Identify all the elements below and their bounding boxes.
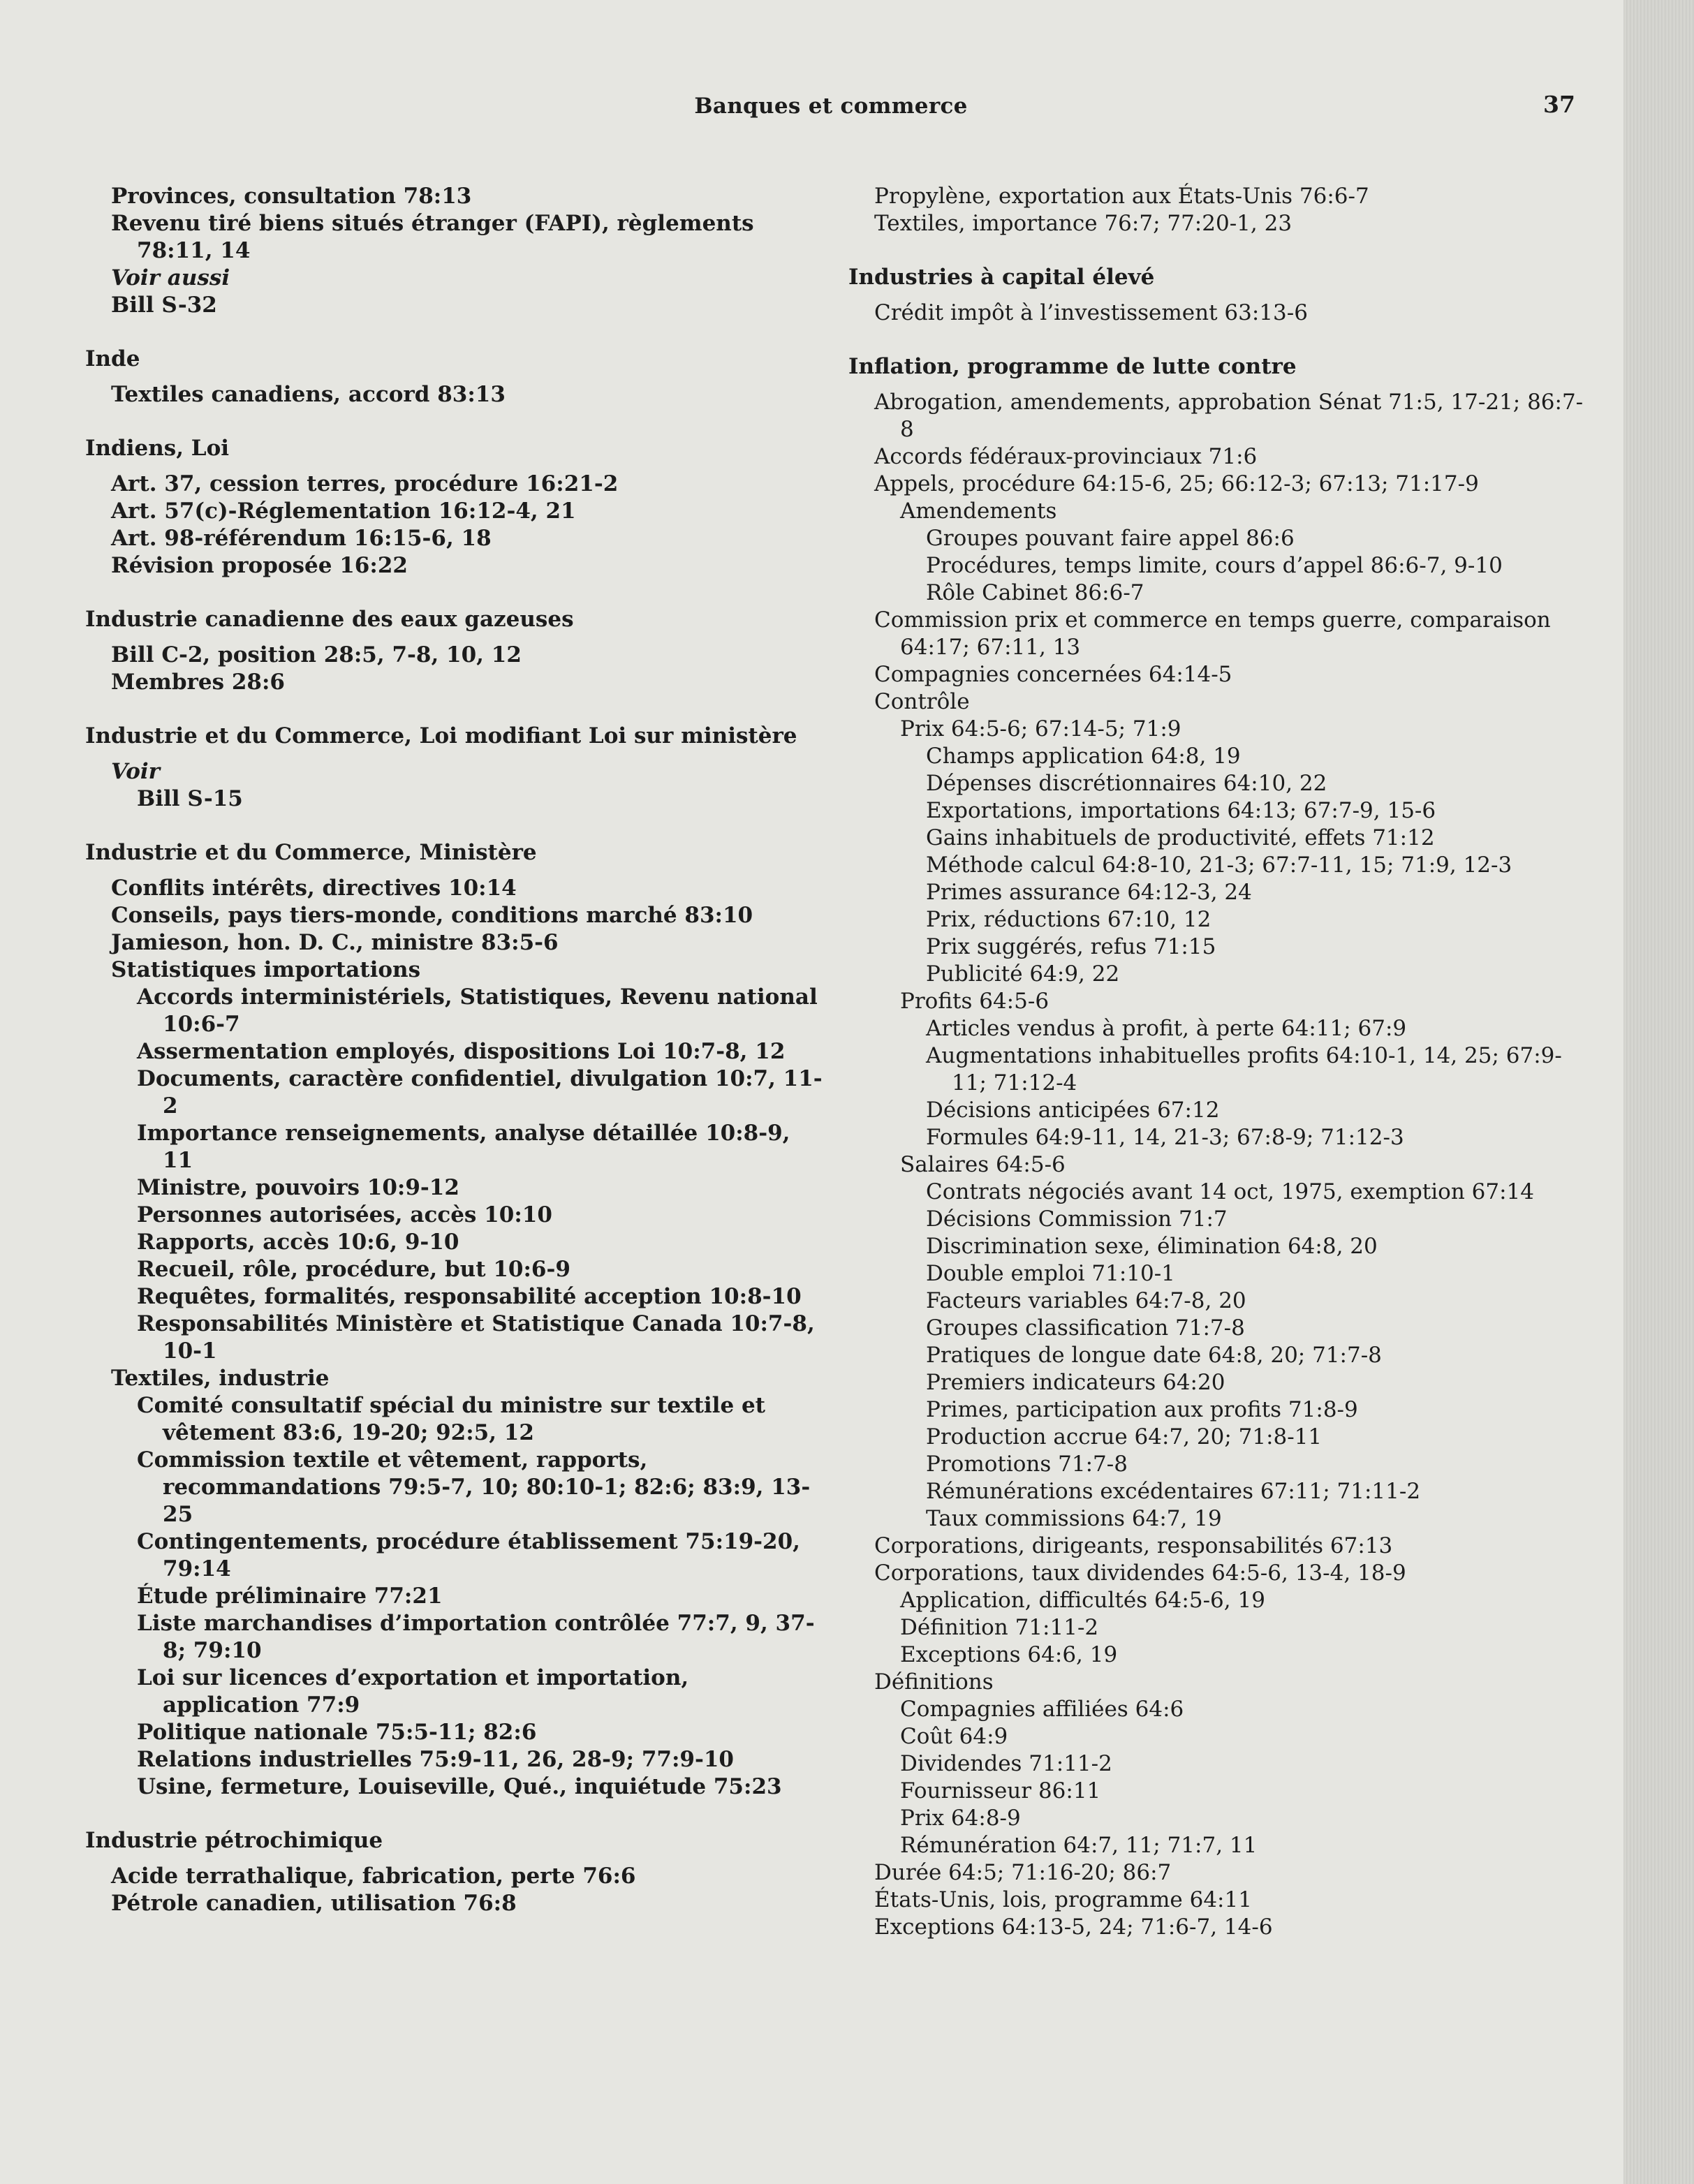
index-heading: Industrie et du Commerce, Loi modifiant Loi sur ministère bbox=[85, 723, 797, 748]
index-entry: Jamieson, hon. D. C., ministre 83:5-6 bbox=[111, 930, 559, 955]
index-heading: Industrie pétrochimique bbox=[85, 1828, 383, 1853]
index-entry: Coût 64:9 bbox=[900, 1724, 1008, 1749]
index-entry: Usine, fermeture, Louiseville, Qué., inquiétude 75:23 bbox=[137, 1774, 782, 1799]
index-entry: Compagnies affiliées 64:6 bbox=[900, 1697, 1184, 1722]
index-entry: Membres 28:6 bbox=[111, 670, 285, 695]
index-entry: Durée 64:5; 71:16-20; 86:7 bbox=[874, 1860, 1172, 1885]
index-entry: Textiles canadiens, accord 83:13 bbox=[111, 382, 506, 407]
index-entry: Art. 37, cession terres, procédure 16:21-2 bbox=[111, 471, 619, 496]
index-entry: Primes, participation aux profits 71:8-9 bbox=[926, 1397, 1358, 1422]
index-entry: Prix suggérés, refus 71:15 bbox=[926, 934, 1216, 959]
index-entry: Articles vendus à profit, à perte 64:11; 67:9 bbox=[926, 1016, 1407, 1041]
index-entry: Profits 64:5-6 bbox=[900, 989, 1049, 1014]
index-entry: États-Unis, lois, programme 64:11 bbox=[874, 1887, 1252, 1912]
index-entry: Compagnies concernées 64:14-5 bbox=[874, 662, 1232, 687]
index-entry: Politique nationale 75:5-11; 82:6 bbox=[137, 1720, 537, 1745]
index-entry: Recueil, rôle, procédure, but 10:6-9 bbox=[137, 1257, 570, 1282]
index-entry: Bill C-2, position 28:5, 7-8, 10, 12 bbox=[111, 642, 522, 667]
index-entry: Prix 64:5-6; 67:14-5; 71:9 bbox=[900, 716, 1181, 741]
index-entry: Loi sur licences d’exportation et importation, application 77:9 bbox=[137, 1665, 689, 1718]
index-entry: Art. 98-référendum 16:15-6, 18 bbox=[111, 526, 492, 551]
index-entry: Augmentations inhabituelles profits 64:10-1, 14, 25; 67:9-11; 71:12-4 bbox=[926, 1043, 1562, 1095]
index-entry: Propylène, exportation aux États-Unis 76:6-7 bbox=[874, 184, 1369, 209]
index-entry: Pétrole canadien, utilisation 76:8 bbox=[111, 1891, 517, 1916]
index-entry: Étude préliminaire 77:21 bbox=[137, 1584, 443, 1609]
index-entry: Assermentation employés, dispositions Loi 10:7-8, 12 bbox=[137, 1039, 786, 1064]
page-number: 37 bbox=[1543, 91, 1575, 118]
cross-reference-label: Voir bbox=[111, 759, 160, 784]
index-heading: Indiens, Loi bbox=[85, 436, 230, 461]
index-entry: Décisions anticipées 67:12 bbox=[926, 1098, 1220, 1123]
index-entry: Provinces, consultation 78:13 bbox=[111, 184, 472, 209]
index-entry: Définitions bbox=[874, 1669, 994, 1695]
index-entry: Contingentements, procédure établissement 75:19-20, 79:14 bbox=[137, 1529, 800, 1581]
index-entry: Procédures, temps limite, cours d’appel 86:6-7, 9-10 bbox=[926, 553, 1503, 578]
index-entry: Pratiques de longue date 64:8, 20; 71:7-8 bbox=[926, 1343, 1382, 1368]
index-entry: Responsabilités Ministère et Statistique Canada 10:7-8, 10-1 bbox=[137, 1311, 815, 1364]
index-entry: Rapports, accès 10:6, 9-10 bbox=[137, 1230, 459, 1255]
cross-reference-label: Voir aussi bbox=[111, 265, 230, 290]
index-entry: Production accrue 64:7, 20; 71:8-11 bbox=[926, 1424, 1323, 1449]
index-entry: Accords fédéraux-provinciaux 71:6 bbox=[874, 444, 1258, 469]
index-entry: Application, difficultés 64:5-6, 19 bbox=[900, 1588, 1265, 1613]
index-entry: Exportations, importations 64:13; 67:7-9, 15-6 bbox=[926, 798, 1436, 823]
index-heading: Inflation, programme de lutte contre bbox=[848, 354, 1297, 379]
index-entry: Comité consultatif spécial du ministre sur textile et vêtement 83:6, 19-20; 92:5, 12 bbox=[137, 1393, 765, 1445]
index-entry: Méthode calcul 64:8-10, 21-3; 67:7-11, 15; 71:9, 12-3 bbox=[926, 853, 1512, 878]
index-entry: Formules 64:9-11, 14, 21-3; 67:8-9; 71:12-3 bbox=[926, 1125, 1404, 1150]
index-entry: Révision proposée 16:22 bbox=[111, 553, 408, 578]
index-entry: Exceptions 64:13-5, 24; 71:6-7, 14-6 bbox=[874, 1914, 1273, 1940]
index-entry: Personnes autorisées, accès 10:10 bbox=[137, 1202, 552, 1227]
index-entry: Bill S-15 bbox=[137, 786, 243, 811]
index-entry: Acide terrathalique, fabrication, perte 76:6 bbox=[111, 1864, 636, 1889]
right-index-column bbox=[848, 183, 1585, 1941]
index-entry: Abrogation, amendements, approbation Sénat 71:5, 17-21; 86:7-8 bbox=[874, 390, 1584, 442]
index-entry: Accords interministériels, Statistiques, Revenu national 10:6-7 bbox=[137, 984, 818, 1037]
index-entry: Art. 57(c)-Réglementation 16:12-4, 21 bbox=[111, 499, 576, 524]
index-entry: Publicité 64:9, 22 bbox=[926, 961, 1120, 987]
index-entry: Décisions Commission 71:7 bbox=[926, 1207, 1228, 1232]
index-entry: Conseils, pays tiers-monde, conditions marché 83:10 bbox=[111, 903, 753, 928]
index-entry: Groupes classification 71:7-8 bbox=[926, 1315, 1245, 1341]
index-entry: Revenu tiré biens situés étranger (FAPI), règlements 78:11, 14 bbox=[111, 211, 754, 263]
index-entry: Bill S-32 bbox=[111, 293, 217, 318]
index-entry: Ministre, pouvoirs 10:9-12 bbox=[137, 1175, 459, 1200]
index-entry: Dividendes 71:11-2 bbox=[900, 1751, 1112, 1776]
index-entry: Textiles, importance 76:7; 77:20-1, 23 bbox=[874, 211, 1292, 236]
index-entry: Corporations, dirigeants, responsabilités 67:13 bbox=[874, 1533, 1393, 1558]
index-entry: Gains inhabituels de productivité, effets 71:12 bbox=[926, 825, 1435, 850]
index-entry: Importance renseignements, analyse détaillée 10:8-9, 11 bbox=[137, 1121, 790, 1173]
index-entry: Commission textile et vêtement, rapports, recommandations 79:5-7, 10; 80:10-1; 82:6; 83:9, 13-25 bbox=[137, 1447, 811, 1527]
index-entry: Rémunérations excédentaires 67:11; 71:11-2 bbox=[926, 1479, 1421, 1504]
left-index-column bbox=[85, 183, 825, 1917]
index-entry: Prix 64:8-9 bbox=[900, 1806, 1021, 1831]
index-entry: Primes assurance 64:12-3, 24 bbox=[926, 880, 1252, 905]
index-heading: Industries à capital élevé bbox=[848, 265, 1155, 290]
index-entry: Documents, caractère confidentiel, divulgation 10:7, 11-2 bbox=[137, 1066, 823, 1119]
index-entry: Requêtes, formalités, responsabilité acception 10:8-10 bbox=[137, 1284, 802, 1309]
index-entry: Premiers indicateurs 64:20 bbox=[926, 1370, 1225, 1395]
index-entry: Appels, procédure 64:15-6, 25; 66:12-3; 67:13; 71:17-9 bbox=[874, 471, 1479, 496]
index-entry: Discrimination sexe, élimination 64:8, 20 bbox=[926, 1234, 1378, 1259]
index-entry: Liste marchandises d’importation contrôlée 77:7, 9, 37-8; 79:10 bbox=[137, 1611, 815, 1663]
index-entry: Salaires 64:5-6 bbox=[900, 1152, 1066, 1177]
index-entry: Amendements bbox=[900, 499, 1057, 524]
index-entry: Double emploi 71:10-1 bbox=[926, 1261, 1175, 1286]
index-entry: Relations industrielles 75:9-11, 26, 28-9; 77:9-10 bbox=[137, 1747, 734, 1772]
index-entry: Champs application 64:8, 19 bbox=[926, 744, 1241, 769]
index-entry: Groupes pouvant faire appel 86:6 bbox=[926, 526, 1295, 551]
index-entry: Promotions 71:7-8 bbox=[926, 1452, 1128, 1477]
index-entry: Rémunération 64:7, 11; 71:7, 11 bbox=[900, 1833, 1258, 1858]
index-entry: Contrôle bbox=[874, 689, 970, 714]
index-entry: Prix, réductions 67:10, 12 bbox=[926, 907, 1211, 932]
index-entry: Facteurs variables 64:7-8, 20 bbox=[926, 1288, 1246, 1313]
index-heading: Industrie et du Commerce, Ministère bbox=[85, 840, 537, 865]
running-title: Banques et commerce bbox=[694, 94, 968, 119]
index-heading: Inde bbox=[85, 346, 140, 371]
index-entry: Taux commissions 64:7, 19 bbox=[926, 1506, 1222, 1531]
index-entry: Rôle Cabinet 86:6-7 bbox=[926, 580, 1144, 605]
index-entry: Statistiques importations bbox=[111, 957, 421, 982]
index-entry: Textiles, industrie bbox=[111, 1366, 330, 1391]
index-entry: Commission prix et commerce en temps guerre, comparaison 64:17; 67:11, 13 bbox=[874, 607, 1551, 660]
index-heading: Industrie canadienne des eaux gazeuses bbox=[85, 607, 574, 632]
index-entry: Définition 71:11-2 bbox=[900, 1615, 1099, 1640]
index-entry: Conflits intérêts, directives 10:14 bbox=[111, 876, 517, 901]
page-edge-stack bbox=[1623, 0, 1694, 2184]
index-entry: Corporations, taux dividendes 64:5-6, 13-4, 18-9 bbox=[874, 1560, 1406, 1586]
index-entry: Dépenses discrétionnaires 64:10, 22 bbox=[926, 771, 1327, 796]
index-entry: Contrats négociés avant 14 oct, 1975, exemption 67:14 bbox=[926, 1179, 1534, 1204]
index-entry: Exceptions 64:6, 19 bbox=[900, 1642, 1118, 1667]
index-entry: Fournisseur 86:11 bbox=[900, 1778, 1101, 1803]
index-entry: Crédit impôt à l’investissement 63:13-6 bbox=[874, 300, 1308, 325]
